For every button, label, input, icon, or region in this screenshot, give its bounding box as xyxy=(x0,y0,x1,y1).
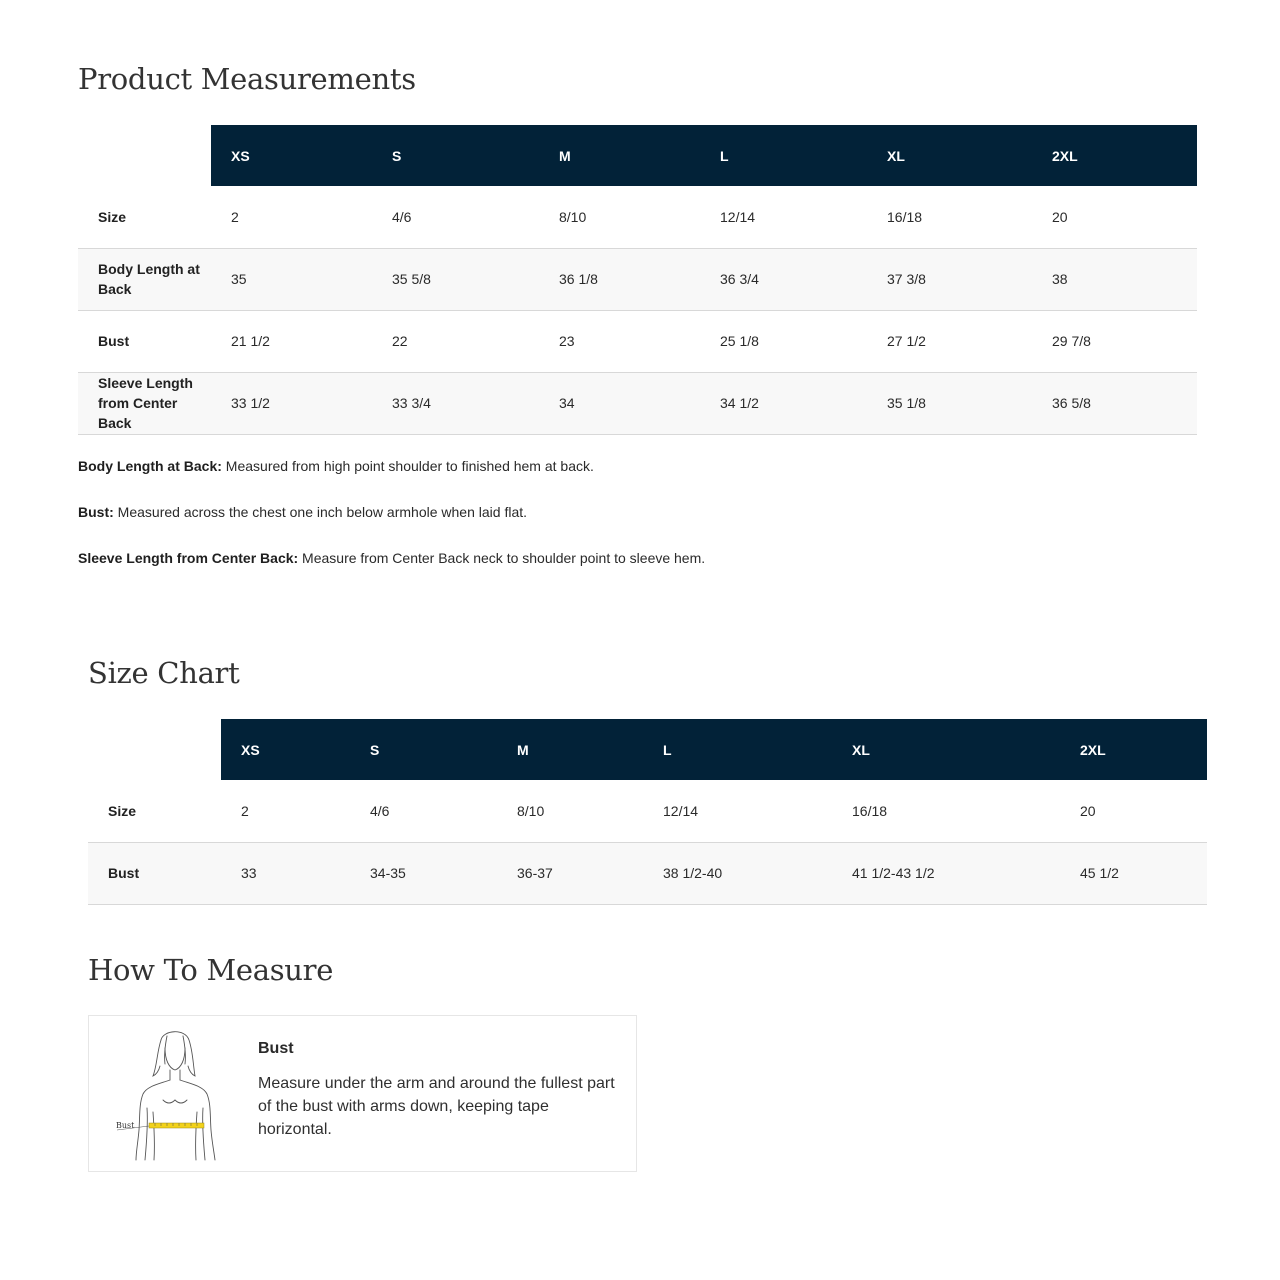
cell: 29 7/8 xyxy=(1032,310,1197,372)
note-sleeve-length xyxy=(78,550,1198,596)
header-xl: XL xyxy=(852,741,870,758)
cell: 4/6 xyxy=(350,780,497,842)
cell: 38 xyxy=(1032,248,1197,310)
header-xs: XS xyxy=(241,741,260,758)
cell: 35 1/8 xyxy=(867,372,1032,434)
header-blank-cell xyxy=(78,125,211,186)
cell: 38 1/2-40 xyxy=(643,842,832,904)
header-2xl: 2XL xyxy=(1080,741,1106,758)
row-label: Size xyxy=(88,780,221,842)
note-text: Measured across the chest one inch below armhole when laid flat. xyxy=(113,504,528,520)
product-measurements-title: Product Measurements xyxy=(78,62,416,96)
table-row xyxy=(78,186,1197,248)
table-header-row xyxy=(88,719,1207,780)
cell: 23 xyxy=(539,310,700,372)
cell: 33 xyxy=(221,842,350,904)
header-l: L xyxy=(720,147,729,164)
row-label: Sleeve Length from Center Back xyxy=(78,372,211,434)
cell: 21 1/2 xyxy=(211,310,372,372)
table-header-row xyxy=(78,125,1197,186)
cell: 34 xyxy=(539,372,700,434)
header-m: M xyxy=(559,147,571,164)
cell: 4/6 xyxy=(372,186,539,248)
row-label: Size xyxy=(78,186,211,248)
row-label: Bust xyxy=(88,842,221,904)
cell: 36 1/8 xyxy=(539,248,700,310)
bust-measurement-illustration-icon xyxy=(109,1030,229,1162)
header-blank-cell xyxy=(88,719,221,780)
cell: 33 3/4 xyxy=(372,372,539,434)
cell: 22 xyxy=(372,310,539,372)
measure-item-title: Bust xyxy=(258,1040,294,1057)
table-row xyxy=(78,372,1197,434)
cell: 25 1/8 xyxy=(700,310,867,372)
measurement-notes xyxy=(78,458,1198,596)
cell: 16/18 xyxy=(867,186,1032,248)
cell: 41 1/2-43 1/2 xyxy=(832,842,1060,904)
table-row xyxy=(88,842,1207,904)
measure-item-description: Measure under the arm and around the fullest part of the bust with arms down, keeping tape horizontal. xyxy=(258,1075,615,1138)
product-measurements-table xyxy=(78,125,1197,435)
header-m: M xyxy=(517,741,529,758)
cell: 16/18 xyxy=(832,780,1060,842)
size-chart-title: Size Chart xyxy=(88,656,240,690)
row-label: Bust xyxy=(78,310,211,372)
header-xl: XL xyxy=(887,147,905,164)
cell: 36 5/8 xyxy=(1032,372,1197,434)
note-body-length xyxy=(78,458,1198,504)
note-text: Measure from Center Back neck to shoulder point to sleeve hem. xyxy=(298,550,706,566)
cell: 2 xyxy=(211,186,372,248)
cell: 35 5/8 xyxy=(372,248,539,310)
table-row xyxy=(88,780,1207,842)
cell: 12/14 xyxy=(700,186,867,248)
header-s: S xyxy=(392,147,402,164)
cell: 37 3/8 xyxy=(867,248,1032,310)
cell: 36 3/4 xyxy=(700,248,867,310)
cell: 2 xyxy=(221,780,350,842)
how-to-measure-title: How To Measure xyxy=(88,953,334,987)
note-term: Body Length at Back: xyxy=(78,458,222,474)
note-text: Measured from high point shoulder to finished hem at back. xyxy=(221,458,594,474)
header-xs: XS xyxy=(231,147,250,164)
cell: 20 xyxy=(1032,186,1197,248)
cell: 27 1/2 xyxy=(867,310,1032,372)
cell: 34-35 xyxy=(350,842,497,904)
cell: 8/10 xyxy=(497,780,643,842)
cell: 36-37 xyxy=(497,842,643,904)
header-s: S xyxy=(370,741,380,758)
table-row xyxy=(78,248,1197,310)
cell: 20 xyxy=(1060,780,1207,842)
note-term: Sleeve Length from Center Back: xyxy=(78,550,299,566)
cell: 45 1/2 xyxy=(1060,842,1207,904)
header-l: L xyxy=(663,741,672,758)
header-2xl: 2XL xyxy=(1052,147,1078,164)
size-chart-table xyxy=(88,719,1207,905)
cell: 33 1/2 xyxy=(211,372,372,434)
measure-card-bust xyxy=(88,1015,637,1172)
note-term: Bust: xyxy=(78,504,114,520)
figure-label: Bust xyxy=(116,1121,135,1130)
note-bust xyxy=(78,504,1198,550)
cell: 35 xyxy=(211,248,372,310)
row-label: Body Length at Back xyxy=(78,248,211,310)
cell: 12/14 xyxy=(643,780,832,842)
table-row xyxy=(78,310,1197,372)
cell: 34 1/2 xyxy=(700,372,867,434)
cell: 8/10 xyxy=(539,186,700,248)
